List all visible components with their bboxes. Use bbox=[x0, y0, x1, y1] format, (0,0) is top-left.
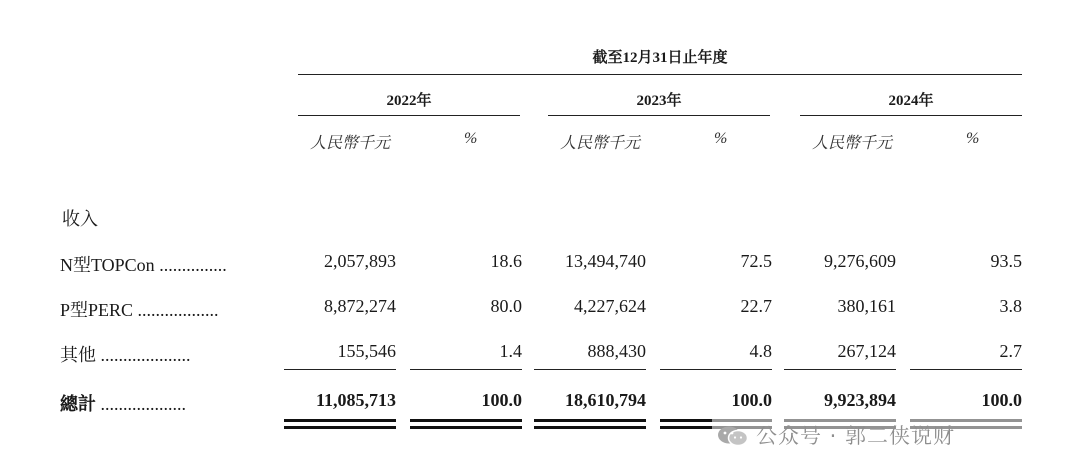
cell-perc-2023-pct: 22.7 bbox=[740, 296, 772, 316]
cell-topcon-2022-rmb: 2,057,893 bbox=[324, 251, 396, 271]
col-pct-2024: % bbox=[966, 130, 980, 147]
cell-others-2024-rmb: 267,124 bbox=[837, 341, 896, 361]
row-label-topcon: N型TOPCon ............... bbox=[60, 255, 227, 275]
cell-total-2024-pct: 100.0 bbox=[981, 390, 1022, 410]
col-rmb-2022: 人民幣千元 bbox=[310, 135, 391, 152]
total-double-rule-2023-rmb bbox=[534, 419, 646, 429]
year-header-2024: 2024年 bbox=[888, 93, 934, 109]
cell-topcon-2022-pct: 18.6 bbox=[490, 251, 522, 271]
cell-perc-2022-rmb: 8,872,274 bbox=[324, 296, 396, 316]
cell-perc-2024-pct: 3.8 bbox=[999, 296, 1022, 316]
col-pct-2023: % bbox=[714, 130, 728, 147]
subtotal-rule-2024-pct bbox=[910, 369, 1022, 370]
cell-total-2022-rmb: 11,085,713 bbox=[315, 390, 396, 410]
year-header-2023: 2023年 bbox=[636, 93, 682, 109]
cell-perc-2022-pct: 80.0 bbox=[490, 296, 522, 316]
total-double-rule-2022-rmb bbox=[284, 419, 396, 429]
year-rule-2022 bbox=[298, 115, 520, 116]
cell-perc-2023-rmb: 4,227,624 bbox=[574, 296, 646, 316]
row-label-total: 總計 ................... bbox=[60, 394, 186, 414]
cell-others-2023-rmb: 888,430 bbox=[587, 341, 646, 361]
cell-others-2022-pct: 1.4 bbox=[499, 341, 522, 361]
cell-topcon-2023-rmb: 13,494,740 bbox=[565, 251, 646, 271]
cell-others-2024-pct: 2.7 bbox=[999, 341, 1022, 361]
cell-topcon-2024-rmb: 9,276,609 bbox=[824, 251, 896, 271]
year-header-2022: 2022年 bbox=[386, 93, 432, 109]
cell-others-2023-pct: 4.8 bbox=[749, 341, 772, 361]
subtotal-rule-2023-rmb bbox=[534, 369, 646, 370]
subtotal-rule-2024-rmb bbox=[784, 369, 896, 370]
col-rmb-2024: 人民幣千元 bbox=[812, 135, 893, 152]
subtotal-rule-2022-pct bbox=[410, 369, 522, 370]
period-header: 截至12月31日止年度 bbox=[592, 50, 728, 66]
total-double-rule-2022-pct bbox=[410, 419, 522, 429]
col-rmb-2023: 人民幣千元 bbox=[560, 135, 641, 152]
cell-total-2023-rmb: 18,610,794 bbox=[565, 390, 646, 410]
section-title-revenue: 收入 bbox=[62, 209, 98, 229]
header-rule bbox=[298, 74, 1022, 75]
row-label-perc: P型PERC .................. bbox=[60, 300, 219, 320]
subtotal-rule-2023-pct bbox=[660, 369, 772, 370]
year-rule-2023 bbox=[548, 115, 770, 116]
wechat-icon bbox=[716, 425, 750, 447]
subtotal-rule-2022-rmb bbox=[284, 369, 396, 370]
row-label-others: 其他 .................... bbox=[60, 345, 191, 365]
cell-total-2023-pct: 100.0 bbox=[731, 390, 772, 410]
cell-total-2022-pct: 100.0 bbox=[481, 390, 522, 410]
cell-total-2024-rmb: 9,923,894 bbox=[824, 390, 896, 410]
cell-topcon-2023-pct: 72.5 bbox=[740, 251, 772, 271]
cell-others-2022-rmb: 155,546 bbox=[337, 341, 396, 361]
col-pct-2022: % bbox=[464, 130, 478, 147]
cell-perc-2024-rmb: 380,161 bbox=[837, 296, 896, 316]
cell-topcon-2024-pct: 93.5 bbox=[990, 251, 1022, 271]
watermark-text: 公众号 · 郭二侠说财 bbox=[756, 424, 956, 448]
year-rule-2024 bbox=[800, 115, 1022, 116]
